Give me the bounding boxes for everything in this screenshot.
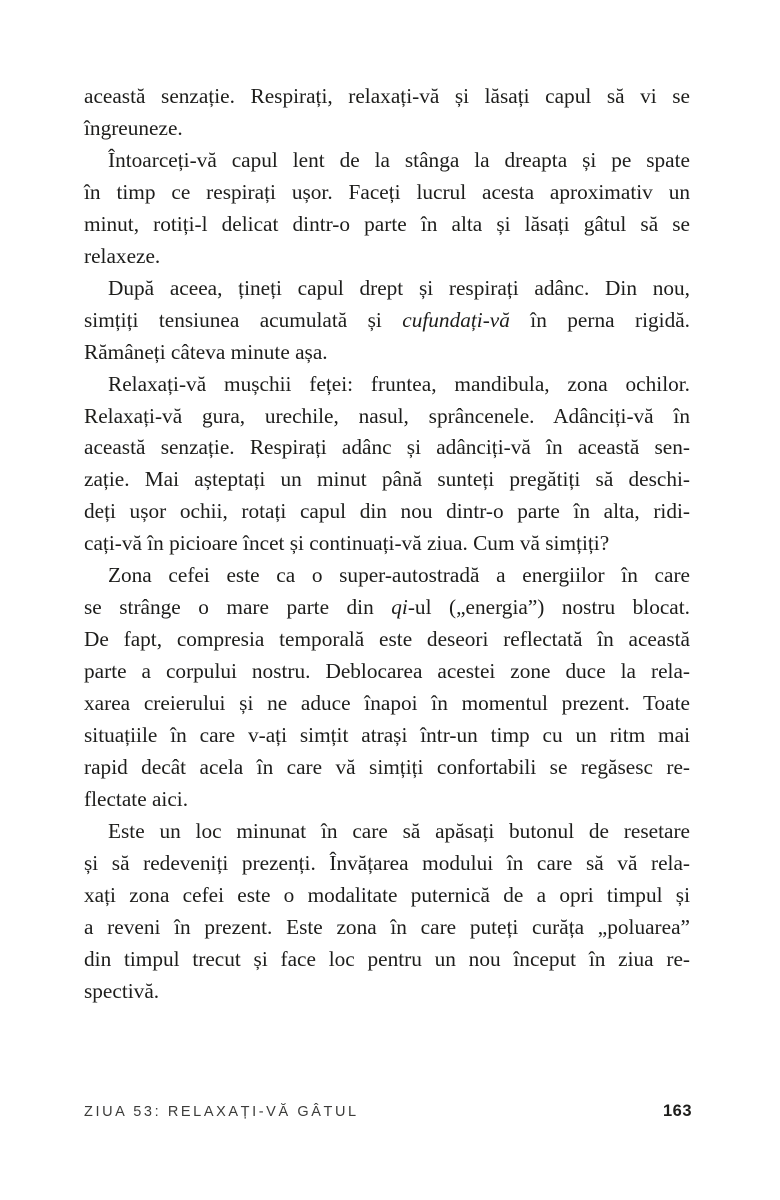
text-line [84, 720, 690, 752]
text-segment: și să redeveniți prezenți. Învățarea modului în care să vă rela- [84, 850, 690, 875]
text-line [84, 816, 690, 848]
text-segment: flectate aici. [84, 786, 189, 811]
text-segment: această senzație. Respirați, relaxați-vă și lăsați capul să vi se [84, 84, 690, 108]
text-segment: minut, rotiți-l delicat dintr-o parte în alta și lăsați gâtul să se [84, 211, 690, 236]
running-footer-title: ZIUA 53: RELAXAȚI-VĂ GÂTUL [84, 1104, 359, 1120]
text-line [84, 944, 690, 976]
body-text [84, 81, 690, 1008]
paragraph [84, 273, 690, 369]
text-segment: Rămâneți câteva minute așa. [84, 339, 328, 364]
text-segment: Zona cefei este ca o super-autostradă a energiilor în care [108, 563, 690, 588]
text-line [84, 241, 690, 273]
text-segment: situațiile în care v-ați simțit atrași într-un timp cu un ritm mai [84, 723, 690, 748]
text-line [84, 656, 690, 688]
text-line [84, 273, 690, 305]
text-line [84, 145, 690, 177]
text-line [84, 592, 690, 624]
text-segment: spectivă. [84, 978, 160, 1003]
italic-text-segment: cufundați-vă [402, 307, 510, 332]
text-line [84, 752, 690, 784]
text-line [84, 464, 690, 496]
text-segment: -ul („energia”) nostru blocat. [407, 595, 690, 620]
text-segment: în perna rigidă. [509, 307, 690, 332]
paragraph [84, 560, 690, 816]
text-segment: Este un loc minunat în care să apăsați butonul de resetare [108, 818, 690, 843]
text-line [84, 209, 690, 241]
text-segment: simțiți tensiunea acumulată și [84, 307, 403, 332]
text-segment: a reveni în prezent. Este zona în care puteți curăța „poluarea” [84, 914, 690, 939]
text-line [84, 880, 690, 912]
text-line [84, 432, 690, 464]
text-segment: parte a corpului nostru. Deblocarea acestei zone duce la rela- [84, 659, 690, 684]
text-segment: deți ușor ochii, rotați capul din nou dintr-o parte în alta, ridi- [84, 499, 690, 524]
text-segment: se strânge o mare parte din [84, 595, 392, 620]
text-line [84, 401, 690, 433]
text-segment: xați zona cefei este o modalitate puternică de a opri timpul și [84, 882, 690, 907]
text-segment: în timp ce respirați ușor. Faceți lucrul acesta aproximativ un [84, 179, 690, 204]
text-segment: îngreuneze. [84, 115, 183, 140]
text-line [84, 976, 690, 1008]
text-line [84, 784, 690, 816]
text-segment: Întoarceți-vă capul lent de la stânga la dreapta și pe spate [108, 147, 690, 172]
text-line [84, 81, 690, 113]
text-segment: relaxeze. [84, 243, 161, 268]
text-line [84, 496, 690, 528]
italic-text-segment: qi [391, 595, 408, 620]
page-number: 163 [662, 1102, 692, 1120]
text-line [84, 624, 690, 656]
text-line [84, 337, 690, 369]
text-line [84, 369, 690, 401]
paragraph [84, 816, 690, 1008]
text-line [84, 912, 690, 944]
text-segment: xarea creierului și ne aduce înapoi în momentul prezent. Toate [84, 691, 690, 716]
text-line [84, 560, 690, 592]
paragraph [84, 145, 690, 273]
text-segment: această senzație. Respirați adânc și adânciți-vă în această sen- [84, 435, 690, 460]
text-segment: zație. Mai așteptați un minut până sunteți pregătiți să deschi- [84, 467, 690, 492]
text-segment: Relaxați-vă mușchii feței: fruntea, mandibula, zona ochilor. [108, 371, 690, 396]
page-footer [84, 1102, 692, 1121]
paragraph [84, 369, 690, 561]
text-segment: După aceea, țineți capul drept și respirați adânc. Din nou, [108, 275, 690, 300]
paragraph [84, 81, 690, 145]
text-line [84, 177, 690, 209]
text-line [84, 688, 690, 720]
text-line [84, 305, 690, 337]
text-segment: din timpul trecut și face loc pentru un nou început în ziua re- [84, 946, 690, 971]
text-segment: De fapt, compresia temporală este deseori reflectată în această [84, 627, 690, 652]
text-segment: cați-vă în picioare încet și continuați-vă ziua. Cum vă simțiți? [84, 531, 610, 556]
text-segment: Relaxați-vă gura, urechile, nasul, sprâncenele. Adânciți-vă în [84, 403, 690, 428]
text-line [84, 113, 690, 145]
text-segment: rapid decât acela în care vă simțiți confortabili se regăsesc re- [84, 755, 690, 780]
text-line [84, 528, 690, 560]
text-line [84, 848, 690, 880]
